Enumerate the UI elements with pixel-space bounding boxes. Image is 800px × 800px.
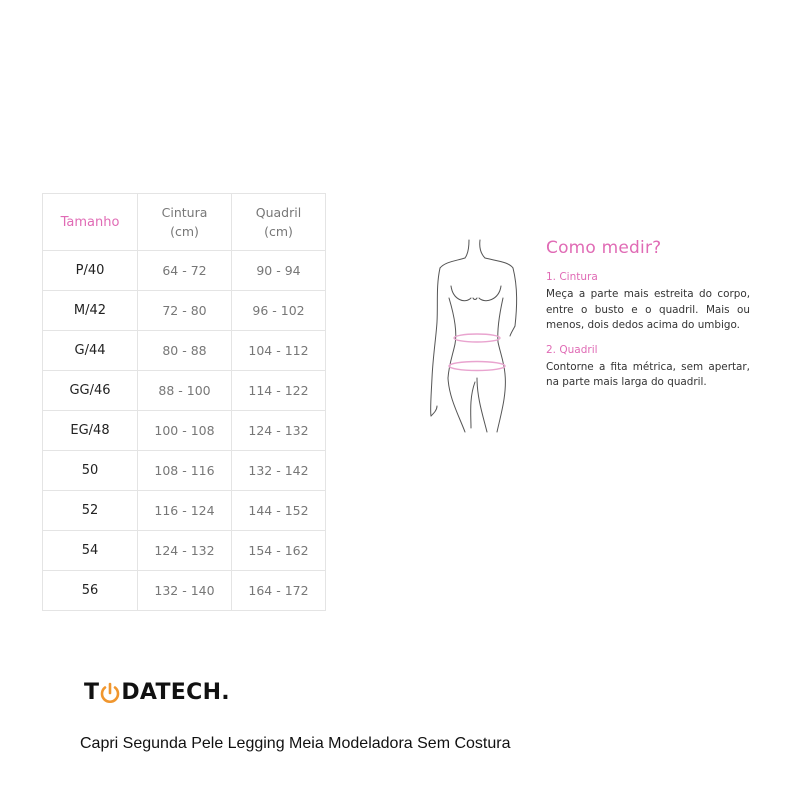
brand-logo	[84, 680, 230, 705]
size-row	[43, 451, 326, 491]
step-waist-title: 1. Cintura	[546, 271, 598, 283]
size-cell: 54	[43, 531, 138, 571]
waist-cell: 64 - 72	[138, 251, 232, 291]
size-row	[43, 371, 326, 411]
size-table-header	[43, 194, 326, 251]
size-table-body	[43, 251, 326, 611]
waist-cell: 132 - 140	[138, 571, 232, 611]
product-caption: Capri Segunda Pele Legging Meia Modeladora Sem Costura	[80, 735, 511, 752]
step-hip-text: Contorne a fita métrica, sem apertar, na parte mais larga do quadril.	[546, 360, 750, 388]
size-row	[43, 531, 326, 571]
header-hip	[232, 194, 326, 251]
header-hip-label: Quadril	[255, 205, 302, 220]
size-cell: EG/48	[43, 411, 138, 451]
header-size: Tamanho	[43, 194, 138, 251]
hip-cell: 114 - 122	[232, 371, 326, 411]
waist-cell: 88 - 100	[138, 371, 232, 411]
waist-cell: 72 - 80	[138, 291, 232, 331]
waist-cell: 80 - 88	[138, 331, 232, 371]
size-cell: G/44	[43, 331, 138, 371]
size-row	[43, 491, 326, 531]
header-waist-unit: (cm)	[170, 224, 199, 239]
brand-logo-suffix: DATECH.	[121, 680, 230, 705]
waist-cell: 108 - 116	[138, 451, 232, 491]
hip-cell: 96 - 102	[232, 291, 326, 331]
size-row	[43, 411, 326, 451]
hip-cell: 164 - 172	[232, 571, 326, 611]
size-row	[43, 331, 326, 371]
header-waist-label: Cintura	[161, 205, 208, 220]
size-cell: 50	[43, 451, 138, 491]
hip-cell: 124 - 132	[232, 411, 326, 451]
size-cell: M/42	[43, 291, 138, 331]
waist-cell: 100 - 108	[138, 411, 232, 451]
header-hip-unit: (cm)	[264, 224, 293, 239]
how-to-measure-title: Como medir?	[546, 238, 662, 258]
step-hip-title: 2. Quadril	[546, 343, 598, 356]
waist-cell: 116 - 124	[138, 491, 232, 531]
hip-cell: 132 - 142	[232, 451, 326, 491]
size-cell: 52	[43, 491, 138, 531]
how-to-measure-panel	[546, 238, 750, 401]
hip-cell: 154 - 162	[232, 531, 326, 571]
hip-cell: 90 - 94	[232, 251, 326, 291]
size-row	[43, 251, 326, 291]
power-o-icon	[99, 682, 121, 704]
waist-cell: 124 - 132	[138, 531, 232, 571]
size-table	[42, 193, 326, 611]
size-row	[43, 571, 326, 611]
step-waist-text: Meça a parte mais estreita do corpo, entre o busto e o quadril. Mais ou menos, dois dedos acima do umbigo.	[546, 288, 750, 331]
size-cell: P/40	[43, 251, 138, 291]
body-outline-measure-icon	[425, 238, 525, 436]
size-cell: 56	[43, 571, 138, 611]
header-waist	[138, 194, 232, 251]
brand-logo-prefix: T	[84, 680, 100, 705]
size-cell: GG/46	[43, 371, 138, 411]
hip-cell: 144 - 152	[232, 491, 326, 531]
hip-cell: 104 - 112	[232, 331, 326, 371]
size-row	[43, 291, 326, 331]
